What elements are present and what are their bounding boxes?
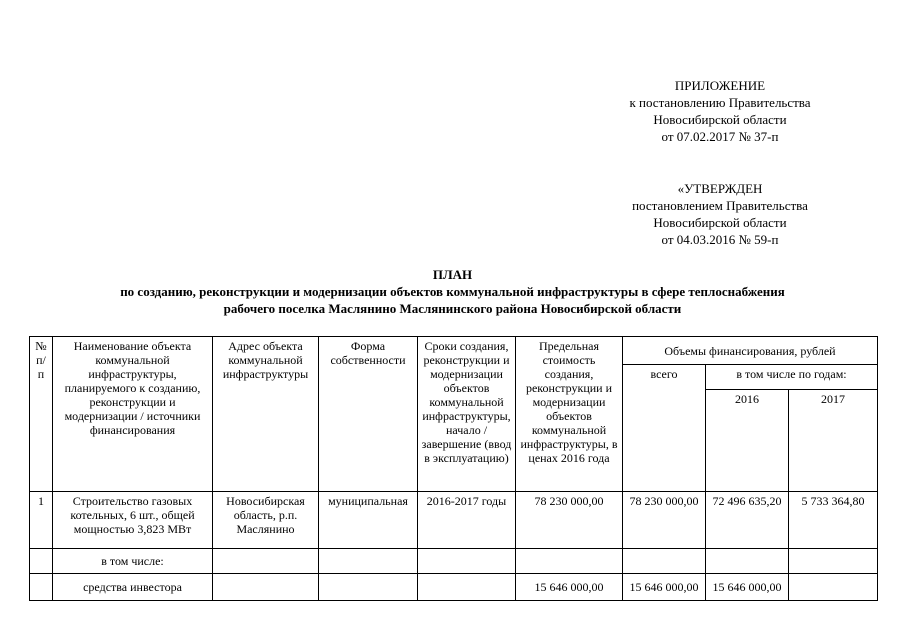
- appendix-title: ПРИЛОЖЕНИЕ: [674, 78, 766, 93]
- header-financing: Объемы финансирования, рублей: [623, 337, 878, 365]
- header-year-2016: 2016: [706, 390, 789, 492]
- header-year-2017: 2017: [789, 390, 878, 492]
- cell-year-2017: [789, 574, 878, 601]
- cell-total: 15 646 000,00: [623, 574, 706, 601]
- table-row: [30, 492, 878, 549]
- approved-line: Новосибирской области: [653, 215, 787, 230]
- cell-name: средства инвестора: [53, 574, 213, 601]
- cell-cost: 78 230 000,00: [516, 492, 623, 549]
- header-terms: Сроки создания, реконструкции и модернизации объектов коммунальной инфраструктуры, начало / завершение (ввод в эксплуатацию): [418, 337, 516, 492]
- cell-num: 1: [30, 492, 53, 549]
- cell-ownership: [319, 574, 418, 601]
- plan-subtitle: рабочего поселка Маслянино Маслянинского района Новосибирской области: [223, 301, 682, 316]
- approved-block: [600, 180, 840, 248]
- table-row: [30, 574, 878, 601]
- cell-terms: [418, 574, 516, 601]
- cell-ownership: муниципальная: [319, 492, 418, 549]
- header-address: Адрес объекта коммунальной инфраструктуры: [213, 337, 319, 492]
- cell-address: [213, 574, 319, 601]
- cell-year-2016: 15 646 000,00: [706, 574, 789, 601]
- approved-title: «УТВЕРЖДЕН: [677, 181, 763, 196]
- cell-cost: [516, 549, 623, 574]
- cell-total: 78 230 000,00: [623, 492, 706, 549]
- appendix-line: Новосибирской области: [653, 112, 787, 127]
- appendix-line: к постановлению Правительства: [629, 95, 811, 110]
- table-header-row: [30, 337, 878, 365]
- plan-heading: ПЛАН: [432, 267, 473, 282]
- cell-ownership: [319, 549, 418, 574]
- header-total: всего: [623, 365, 706, 492]
- plan-subtitle: по созданию, реконструкции и модернизации объектов коммунальной инфраструктуры в сфере теплоснабжения: [120, 284, 785, 299]
- plan-title: [0, 266, 905, 317]
- cell-cost: 15 646 000,00: [516, 574, 623, 601]
- cell-num: [30, 549, 53, 574]
- approved-date: от 04.03.2016 № 59-п: [661, 232, 779, 247]
- cell-terms: [418, 549, 516, 574]
- cell-address: [213, 549, 319, 574]
- cell-terms: 2016-2017 годы: [418, 492, 516, 549]
- appendix-block: [600, 77, 840, 145]
- cell-num: [30, 574, 53, 601]
- approved-line: постановлением Правительства: [632, 198, 808, 213]
- appendix-date: от 07.02.2017 № 37-п: [661, 129, 779, 144]
- cell-address: Новосибирская область, р.п. Маслянино: [213, 492, 319, 549]
- cell-year-2016: 72 496 635,20: [706, 492, 789, 549]
- cell-name: в том числе:: [53, 549, 213, 574]
- cell-year-2016: [706, 549, 789, 574]
- header-num: № п/п: [30, 337, 53, 492]
- cell-year-2017: 5 733 364,80: [789, 492, 878, 549]
- cell-year-2017: [789, 549, 878, 574]
- header-by-years: в том числе по годам:: [706, 365, 878, 390]
- header-ownership: Форма собственности: [319, 337, 418, 492]
- cell-total: [623, 549, 706, 574]
- plan-table: [29, 336, 878, 601]
- table-row: [30, 549, 878, 574]
- header-name: Наименование объекта коммунальной инфраструктуры, планируемого к созданию, реконструкции и модернизации / источники финансирования: [53, 337, 213, 492]
- cell-name: Строительство газовых котельных, 6 шт., общей мощностью 3,823 МВт: [53, 492, 213, 549]
- header-cost: Предельная стоимость создания, реконструкции и модернизации объектов коммунальной инфраструктуры, в ценах 2016 года: [516, 337, 623, 492]
